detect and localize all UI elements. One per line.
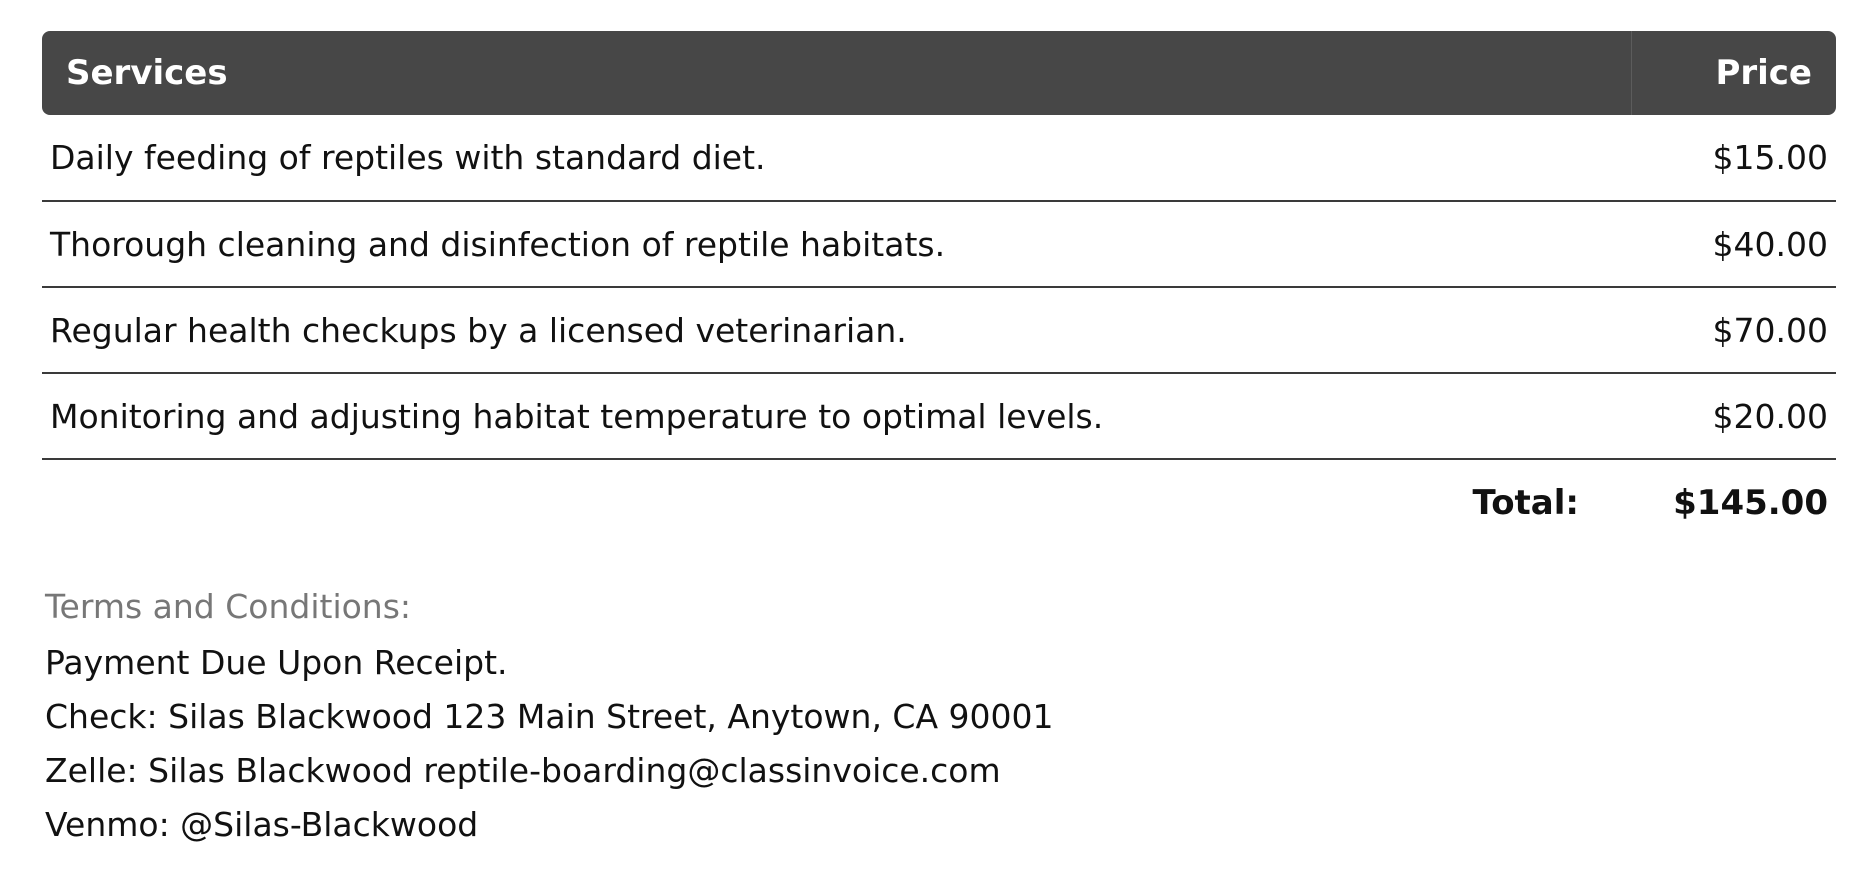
- terms-payment-due: Payment Due Upon Receipt.: [45, 643, 508, 682]
- terms-venmo-payment: Venmo: @Silas-Blackwood: [45, 805, 479, 844]
- services-table: [42, 31, 1836, 545]
- service-price: $15.00: [1631, 115, 1836, 201]
- table-row: [42, 115, 1836, 201]
- terms-zelle-payment: Zelle: Silas Blackwood reptile-boarding@classinvoice.com: [45, 751, 1001, 790]
- price-column-header: Price: [1631, 31, 1836, 115]
- terms-heading: Terms and Conditions:: [45, 587, 412, 626]
- service-description: Daily feeding of reptiles with standard diet.: [42, 115, 1631, 201]
- service-price: $70.00: [1631, 287, 1836, 373]
- table-row: [42, 287, 1836, 373]
- table-header-row: [42, 31, 1836, 115]
- services-column-header: Services: [42, 31, 1631, 115]
- total-value: $145.00: [1673, 482, 1828, 523]
- table-row: [42, 373, 1836, 459]
- terms-check-payment: Check: Silas Blackwood 123 Main Street, Anytown, CA 90001: [45, 697, 1054, 736]
- total-label: Total:: [1472, 482, 1579, 523]
- service-description: Thorough cleaning and disinfection of reptile habitats.: [42, 201, 1631, 287]
- service-price: $20.00: [1631, 373, 1836, 459]
- service-description: Monitoring and adjusting habitat temperature to optimal levels.: [42, 373, 1631, 459]
- total-row: [42, 459, 1836, 545]
- terms-section: [45, 578, 1745, 852]
- service-description: Regular health checkups by a licensed veterinarian.: [42, 287, 1631, 373]
- service-price: $40.00: [1631, 201, 1836, 287]
- table-row: [42, 201, 1836, 287]
